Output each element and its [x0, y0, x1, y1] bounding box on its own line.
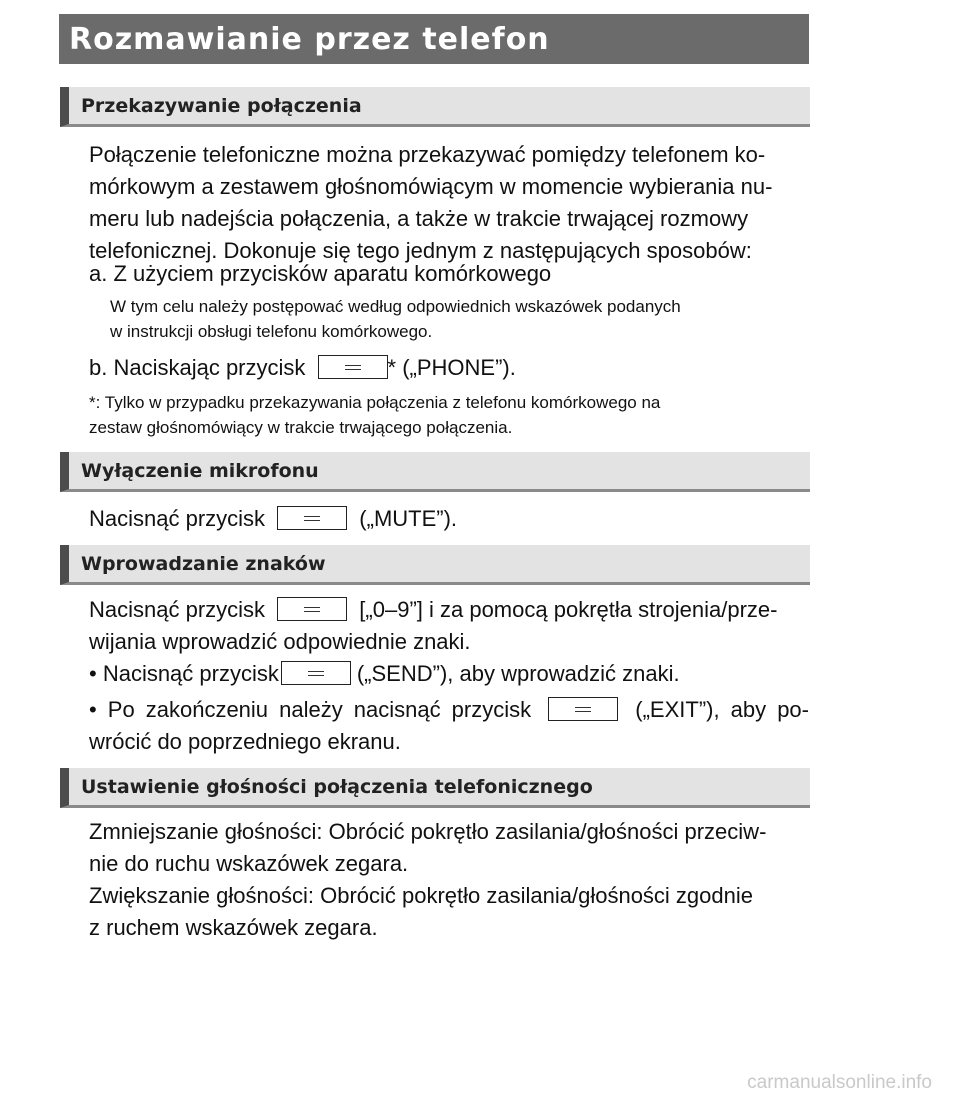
exit-button-icon: [548, 697, 618, 721]
numbers-button-icon: [277, 597, 347, 621]
text-line: wrócić do poprzedniego ekranu.: [89, 729, 401, 754]
chars-suffix: [„0–9”] i za pomocą pokrętła strojenia/prze-: [359, 597, 778, 622]
section-heading-text: Wprowadzanie znaków: [81, 552, 326, 575]
text-line: Zwiększanie głośności: Obrócić pokrętło zasilania/głośności zgodnie: [89, 883, 753, 908]
mute-button-icon: [277, 506, 347, 530]
bullet-exit: [89, 694, 809, 758]
text-line: Połączenie telefoniczne można przekazywać pomiędzy telefonem ko-: [89, 142, 766, 167]
text-line: mórkowym a zestawem głośnomówiącym w momencie wybierania nu-: [89, 174, 773, 199]
section-heading-volume: [60, 768, 810, 808]
text-line: telefonicznej. Dokonuje się tego jednym z następujących sposobów:: [89, 238, 752, 263]
text-line: W tym celu należy postępować według odpowiednich wskazówek podanych: [110, 297, 681, 316]
chars-instruction: [89, 594, 809, 658]
text-line: [89, 694, 809, 726]
bullet-text: • Po zakończeniu należy nacisnąć przycisk: [89, 697, 532, 722]
section-heading-mute: [60, 452, 810, 492]
text-line: [89, 594, 809, 626]
bullet-suffix: („SEND”), aby wprowadzić znaki.: [356, 661, 680, 686]
option-b-suffix: * („PHONE”).: [387, 355, 516, 380]
mute-instruction: [89, 503, 809, 535]
volume-increase: [89, 880, 809, 944]
text-line: Zmniejszanie głośności: Obrócić pokrętło zasilania/głośności przeciw-: [89, 819, 767, 844]
chars-text: Nacisnąć przycisk: [89, 597, 266, 622]
phone-button-icon: [318, 355, 388, 379]
section-heading-chars: [60, 545, 810, 585]
text-line: zestaw głośnomówiący w trakcie trwającego połączenia.: [89, 418, 513, 437]
mute-suffix: („MUTE”).: [359, 506, 458, 531]
transfer-intro: [89, 139, 809, 267]
page-title: Rozmawianie przez telefon: [69, 21, 550, 57]
text-line: z ruchem wskazówek zegara.: [89, 915, 378, 940]
bullet-suffix: („EXIT”), aby po-: [635, 697, 809, 722]
text-line: nie do ruchu wskazówek zegara.: [89, 851, 409, 876]
section-heading-text: Ustawienie głośności połączenia telefonicznego: [81, 775, 593, 798]
bullet-text: • Nacisnąć przycisk: [89, 661, 279, 686]
mute-text: Nacisnąć przycisk: [89, 506, 266, 531]
watermark: carmanualsonline.info: [747, 1072, 932, 1093]
section-heading-text: Przekazywanie połączenia: [81, 94, 362, 117]
section-heading-transfer: [60, 87, 810, 127]
text-line: wijania wprowadzić odpowiednie znaki.: [89, 629, 471, 654]
send-button-icon: [281, 661, 351, 685]
option-b-text: b. Naciskając przycisk: [89, 355, 306, 380]
text-line: meru lub nadejścia połączenia, a także w trakcie trwającej rozmowy: [89, 206, 749, 231]
option-a: a. Z użyciem przycisków aparatu komórkowego: [89, 261, 552, 286]
volume-decrease: [89, 816, 809, 880]
text-line: *: Tylko w przypadku przekazywania połączenia z telefonu komórkowego na: [89, 393, 661, 412]
text-line: w instrukcji obsługi telefonu komórkowego.: [110, 322, 433, 341]
option-b: [89, 352, 809, 384]
section-heading-text: Wyłączenie mikrofonu: [81, 459, 319, 482]
page-title-bar: [59, 14, 809, 64]
footnote: [89, 390, 809, 440]
option-a-note: [110, 294, 810, 344]
bullet-send: [89, 658, 809, 690]
